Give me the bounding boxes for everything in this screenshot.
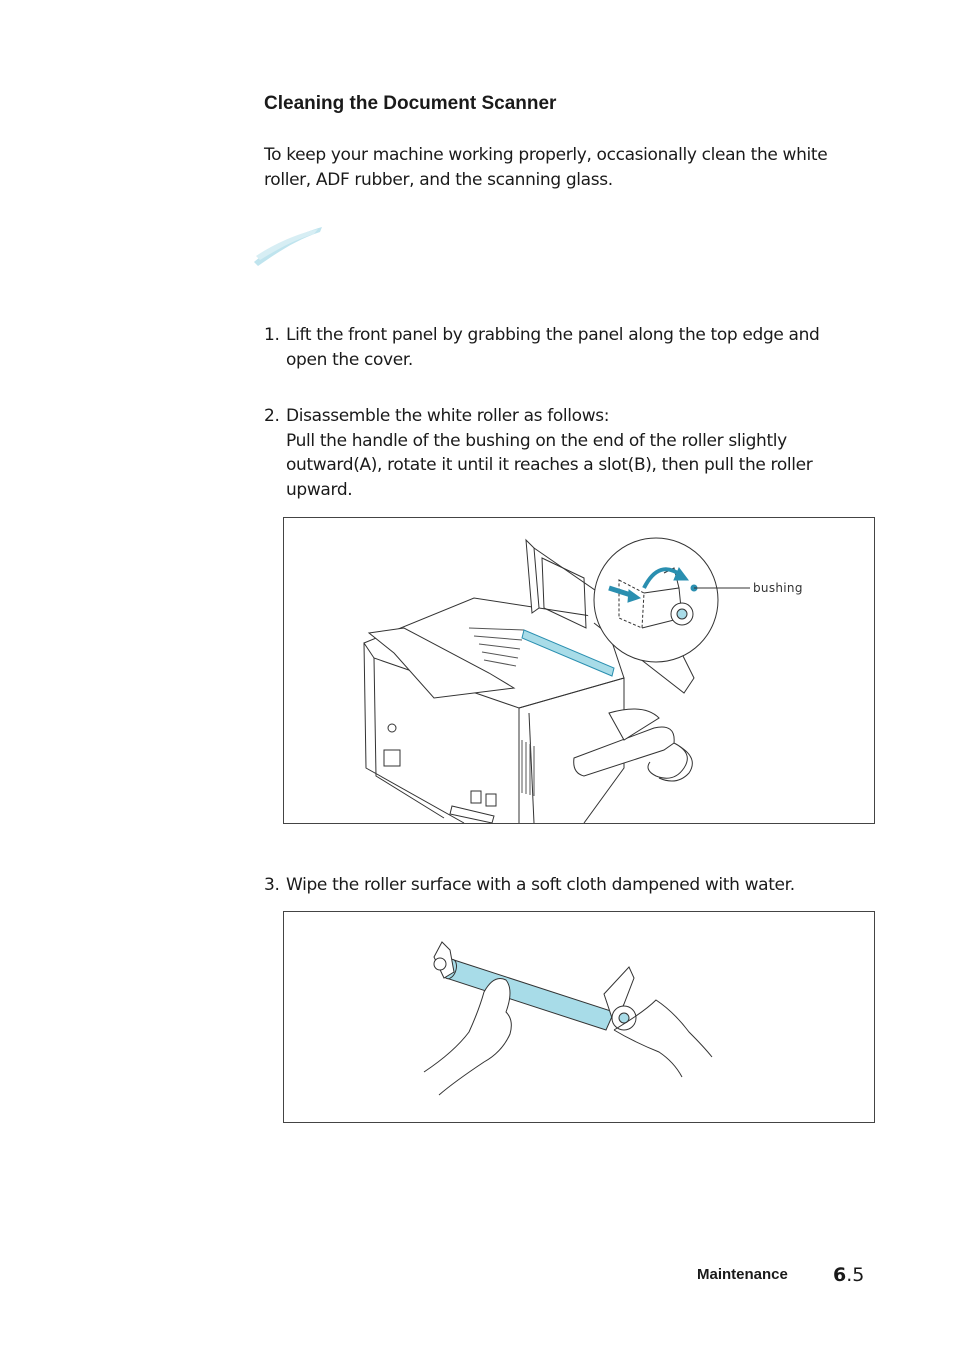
bushing-callout-label: bushing <box>753 581 803 595</box>
intro-paragraph: To keep your machine working properly, occasionally clean the white roller, ADF rubber, and the scanning glass. <box>264 145 828 190</box>
figure-wipe-roller <box>283 911 875 1123</box>
step-text: Disassemble the white roller as follows: <box>286 406 610 426</box>
step-text: Wipe the roller surface with a soft cloth dampened with water. <box>286 875 795 895</box>
fax-machine-illustration <box>284 518 874 823</box>
step-number: 2. <box>264 406 280 426</box>
figure-disassemble-roller <box>283 517 875 824</box>
step-text: Lift the front panel by grabbing the panel along the top edge and open the cover. <box>286 325 820 370</box>
page-suffix: .5 <box>846 1264 865 1286</box>
step-detail: Pull the handle of the bushing on the end of the roller slightly outward(A), rotate it until it reaches a slot(B), then pull the roller upward. <box>286 430 813 500</box>
step-3 <box>264 873 864 898</box>
step-number: 3. <box>264 875 280 895</box>
step-1 <box>264 323 864 372</box>
page-number <box>833 1264 864 1286</box>
chapter-number: 6 <box>833 1264 847 1286</box>
footer-section-label: Maintenance <box>697 1266 788 1283</box>
roller-cleaning-illustration <box>284 912 874 1122</box>
step-number: 1. <box>264 325 280 345</box>
step-2 <box>264 404 864 502</box>
brush-stroke-decoration <box>250 222 328 268</box>
section-heading: Cleaning the Document Scanner <box>264 93 557 114</box>
